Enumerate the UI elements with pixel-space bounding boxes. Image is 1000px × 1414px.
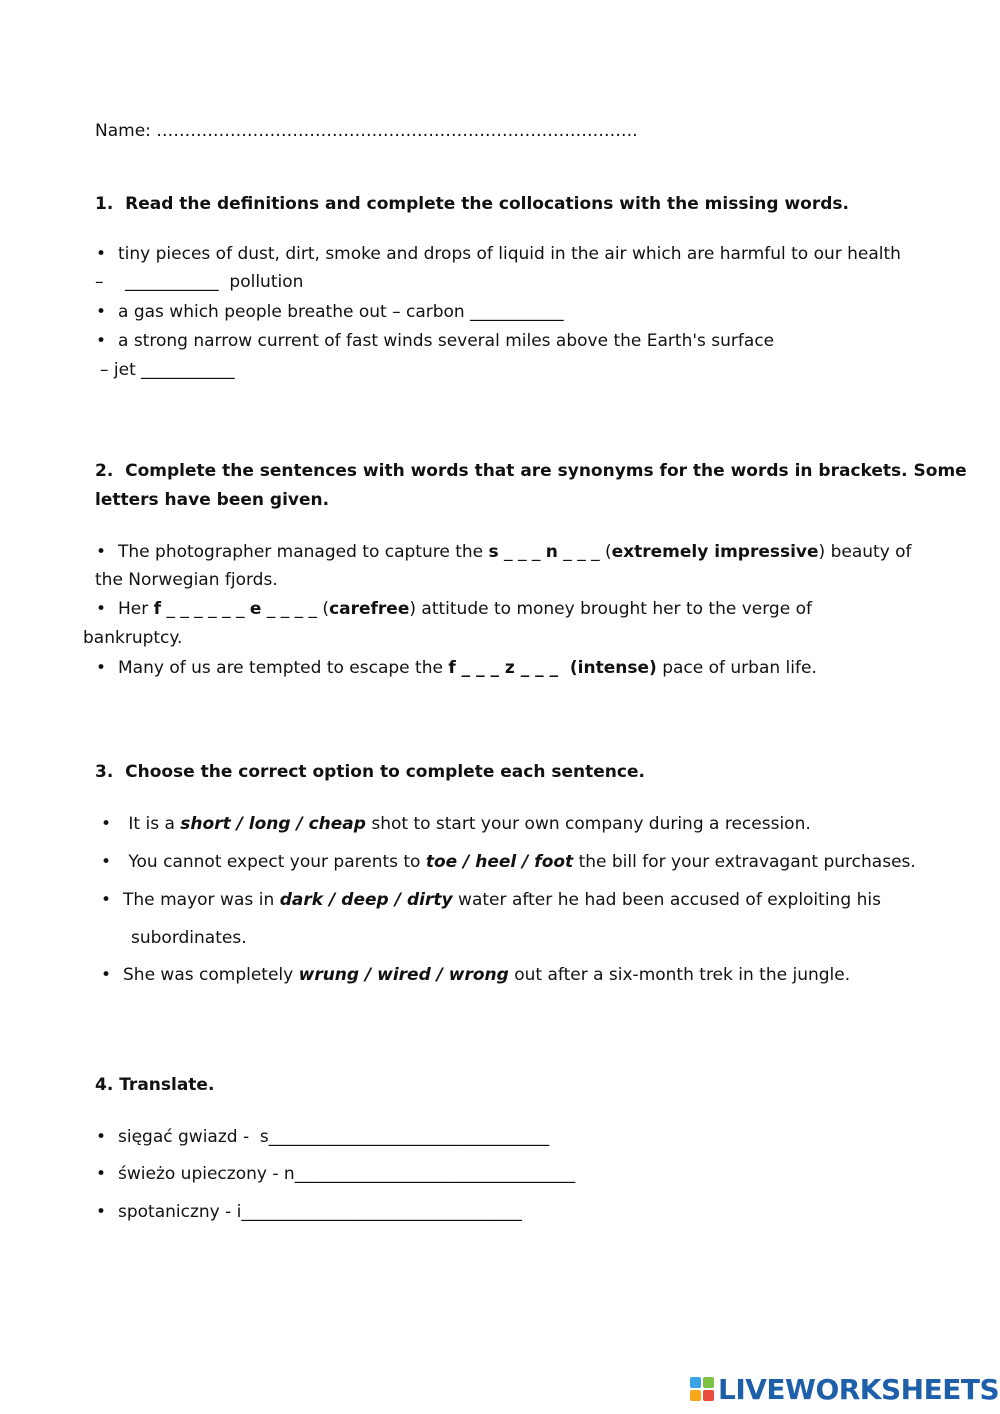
section-1-item-3-answer[interactable]: – jet ___________ [100,360,235,380]
option-group-2[interactable]: toe / heel / foot [425,852,574,872]
section-3-sentence-1[interactable]: • It is a short / long / cheap shot to start your own company during a recession. [123,813,811,835]
translate-item-3[interactable]: • spotaniczny - i_________________________________ [118,1201,522,1223]
liveworksheets-icon [690,1377,714,1401]
section-2-sentence-3[interactable]: • Many of us are tempted to escape the f _ _ _ z _ _ _ (intense) pace of urban life. [118,657,817,679]
section-2-sentence-1-cont: the Norwegian fjords. [95,570,278,590]
option-group-3[interactable]: dark / deep / dirty [279,890,453,910]
section-3-sentence-4[interactable]: • She was completely wrung / wired / wrong out after a six-month trek in the jungle. [123,964,850,986]
section-1-item-3: • a strong narrow current of fast winds several miles above the Earth's surface [118,330,774,352]
section-3-sentence-3[interactable]: • The mayor was in dark / deep / dirty water after he had been accused of exploiting his [123,889,881,911]
section-1-item-1: • tiny pieces of dust, dirt, smoke and drops of liquid in the air which are harmful to our health [118,243,901,265]
name-line[interactable]: Name: …………………………………………………………………………. [95,121,638,141]
option-group-1[interactable]: short / long / cheap [180,814,366,834]
section-2-heading: 2. Complete the sentences with words that are synonyms for the words in brackets. Some [95,461,967,481]
section-1-heading: 1. Read the definitions and complete the collocations with the missing words. [95,194,849,214]
section-4-heading: 4. Translate. [95,1075,215,1095]
section-3-sentence-3-cont: subordinates. [131,928,247,948]
section-3-heading: 3. Choose the correct option to complete each sentence. [95,762,645,782]
section-2-sentence-1[interactable]: • The photographer managed to capture the s _ _ _ n _ _ _ (extremely impressive) beauty of [118,541,912,563]
section-2-sentence-2[interactable]: • Her f _ _ _ _ _ _ e _ _ _ _ (carefree) attitude to money brought her to the verge of [118,598,812,620]
liveworksheets-wordmark: LIVEWORKSHEETS [718,1372,1000,1406]
section-1-item-2[interactable]: • a gas which people breathe out – carbon ___________ [118,301,564,323]
liveworksheets-logo [690,1374,999,1404]
section-3-sentence-2[interactable]: • You cannot expect your parents to toe / heel / foot the bill for your extravagant purchases. [123,851,916,873]
section-2-sentence-2-cont: bankruptcy. [83,628,183,648]
translate-item-1[interactable]: • sięgać gwiazd - s_________________________________ [118,1126,549,1148]
section-1-item-1-answer[interactable]: – ___________ pollution [95,272,304,292]
section-2-heading-cont: letters have been given. [95,490,330,510]
option-group-4[interactable]: wrung / wired / wrong [298,965,509,985]
translate-item-2[interactable]: • świeżo upieczony - n_________________________________ [118,1163,575,1185]
